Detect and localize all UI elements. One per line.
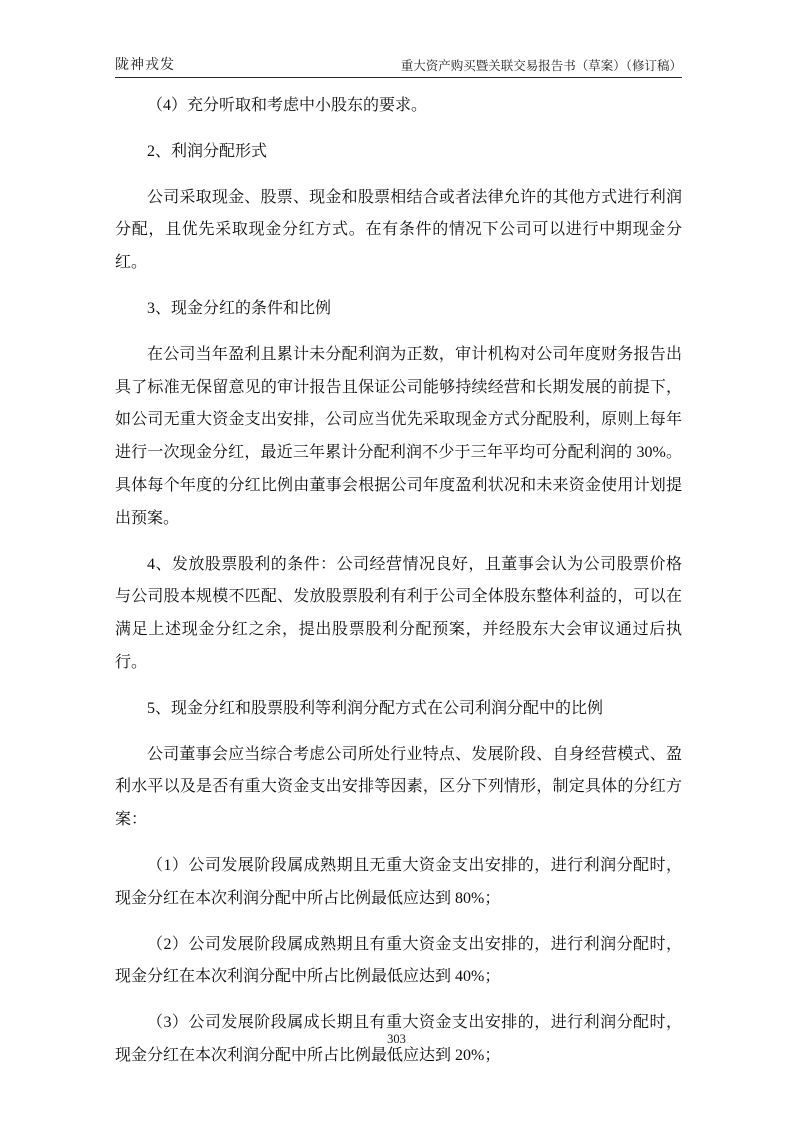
section-heading-2: 2、利润分配形式 — [147, 142, 268, 160]
header-divider — [115, 77, 682, 78]
header-report-title: 重大资产购买暨关联交易报告书（草案）（修订稿） — [400, 59, 682, 73]
page-header — [115, 54, 682, 74]
header-company-name: 陇神戎发 — [115, 58, 175, 73]
list-item-4: （4）充分听取和考虑中小股东的要求。 — [147, 97, 428, 114]
paragraph: 公司采取现金、股票、现金和股票相结合或者法律允许的其他方式进行利润分配，且优先采取现金分红方式。在有条件的情况下公司可以进行中期现金分红。 — [115, 188, 682, 272]
section-heading-3: 3、现金分红的条件和比例 — [147, 299, 332, 317]
page-footer — [0, 1032, 793, 1047]
page-number: 303 — [387, 1032, 406, 1046]
list-item-3: （3）公司发展阶段属成长期且有重大资金支出安排的，进行利润分配时，现金分红在本次利润分配中所占比例最低应达到 20%； — [115, 1014, 682, 1064]
paragraph: 公司董事会应当综合考虑公司所处行业特点、发展阶段、自身经营模式、盈利水平以及是否有重大资金支出安排等因素，区分下列情形，制定具体的分红方案： — [115, 745, 682, 829]
document-body — [115, 90, 682, 1086]
section-heading-5: 5、现金分红和股票股利等利润分配方式在公司利润分配中的比例 — [147, 699, 604, 717]
list-item-2: （2）公司发展阶段属成熟期且有重大资金支出安排的，进行利润分配时，现金分红在本次利润分配中所占比例最低应达到 40%； — [115, 935, 682, 986]
list-item-1: （1）公司发展阶段属成熟期且无重大资金支出安排的，进行利润分配时，现金分红在本次利润分配中所占比例最低应达到 80%； — [115, 856, 682, 907]
paragraph: 在公司当年盈利且累计未分配利润为正数，审计机构对公司年度财务报告出具了标准无保留意见的审计报告且保证公司能够持续经营和长期发展的前提下，如公司无重大资金支出安排，公司应当优先采取现金方式分配股利，原则上每年进行一次现金分红，最近三年累计分配利润不少于三年平均可分配利润的 30%。具体每个年度的分红比例由董事会根据公司年度盈利状况和未来资金使用计划提出预案。 — [115, 345, 682, 527]
section-heading-4: 4、发放股票股利的条件：公司经营情况良好，且董事会认为公司股票价格与公司股本规模不匹配、发放股票股利有利于公司全体股东整体利益的，可以在满足上述现金分红之余，提出股票股利分配预案，并经股东大会审议通过后执行。 — [115, 555, 682, 671]
